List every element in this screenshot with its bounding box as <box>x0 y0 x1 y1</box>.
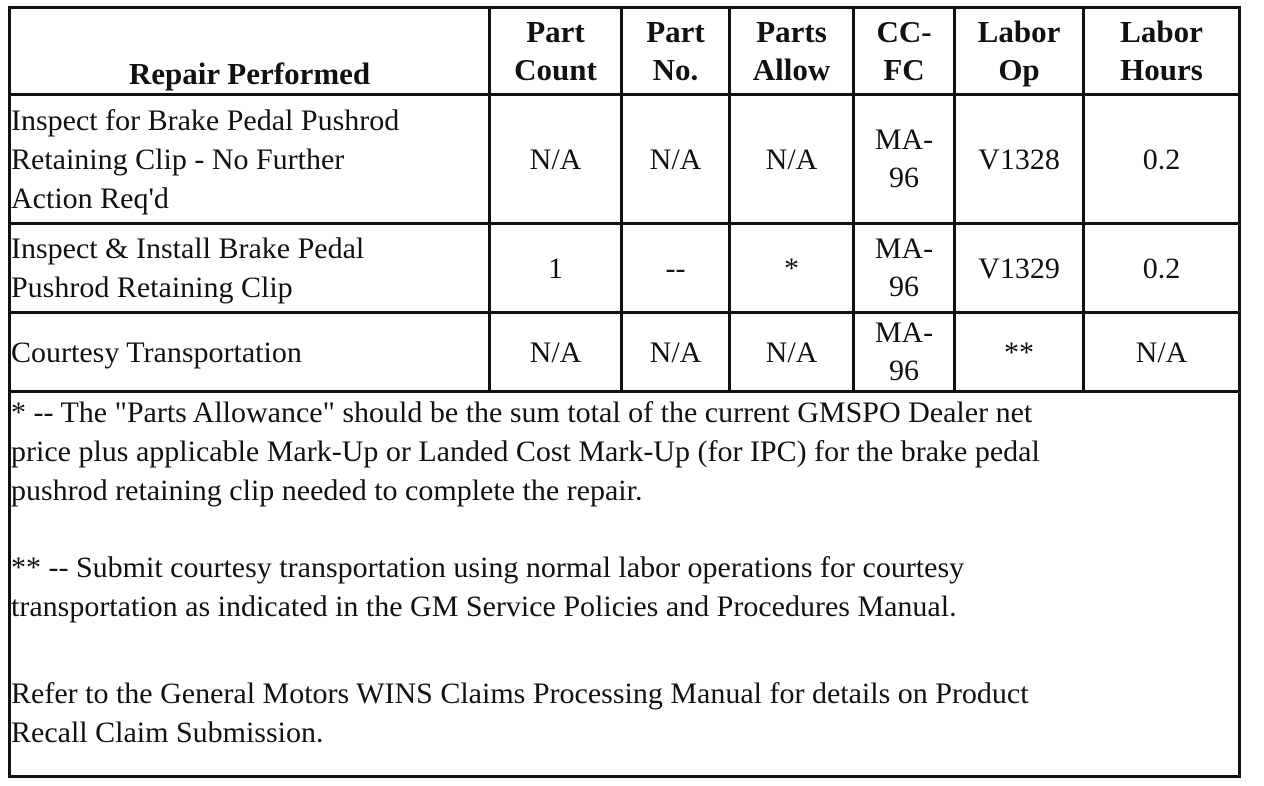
notes-row <box>10 392 1240 777</box>
repair-description: Inspect for Brake Pedal Pushrod Retaining Clip - No Further Action Req'd <box>10 95 490 224</box>
note-claims-manual: Refer to the General Motors WINS Claims Processing Manual for details on Product Recall Claim Submission. <box>11 677 1029 749</box>
labor-op-cell: V1329 <box>955 224 1084 313</box>
cc-fc-cell: MA- 96 <box>854 313 955 392</box>
header-labor-hours: Labor Hours <box>1084 8 1240 95</box>
table-row <box>10 224 1240 313</box>
part-no-cell: -- <box>622 224 730 313</box>
repair-description: Inspect & Install Brake Pedal Pushrod Retaining Clip <box>10 224 490 313</box>
part-no-cell: N/A <box>622 95 730 224</box>
header-part-no: Part No. <box>622 8 730 95</box>
header-labor-op: Labor Op <box>955 8 1084 95</box>
note-courtesy-transportation: ** -- Submit courtesy transportation using normal labor operations for courtesy transportation as indicated in the GM Service Policies and Procedures Manual. <box>11 551 965 623</box>
part-count-cell: N/A <box>490 313 622 392</box>
parts-allow-cell: N/A <box>730 95 854 224</box>
header-cc-fc: CC- FC <box>854 8 955 95</box>
labor-operations-table <box>8 6 1241 778</box>
cc-fc-cell: MA- 96 <box>854 224 955 313</box>
header-part-count: Part Count <box>490 8 622 95</box>
header-repair-performed: Repair Performed <box>10 8 490 95</box>
parts-allow-cell: * <box>730 224 854 313</box>
labor-op-cell: ** <box>955 313 1084 392</box>
labor-hours-cell: 0.2 <box>1084 95 1240 224</box>
notes-cell <box>10 392 1240 777</box>
part-count-cell: N/A <box>490 95 622 224</box>
part-count-cell: 1 <box>490 224 622 313</box>
labor-hours-cell: 0.2 <box>1084 224 1240 313</box>
table-row <box>10 313 1240 392</box>
cc-fc-cell: MA- 96 <box>854 95 955 224</box>
table-row <box>10 95 1240 224</box>
header-row <box>10 8 1240 95</box>
labor-hours-cell: N/A <box>1084 313 1240 392</box>
labor-op-cell: V1328 <box>955 95 1084 224</box>
part-no-cell: N/A <box>622 313 730 392</box>
repair-description: Courtesy Transportation <box>10 313 490 392</box>
header-parts-allow: Parts Allow <box>730 8 854 95</box>
parts-allow-cell: N/A <box>730 313 854 392</box>
note-parts-allowance: * -- The "Parts Allowance" should be the sum total of the current GMSPO Dealer net price plus applicable Mark-Up or Landed Cost Mark-Up (for IPC) for the brake pedal pushrod retaining clip needed to complete the repair. <box>11 396 1040 507</box>
